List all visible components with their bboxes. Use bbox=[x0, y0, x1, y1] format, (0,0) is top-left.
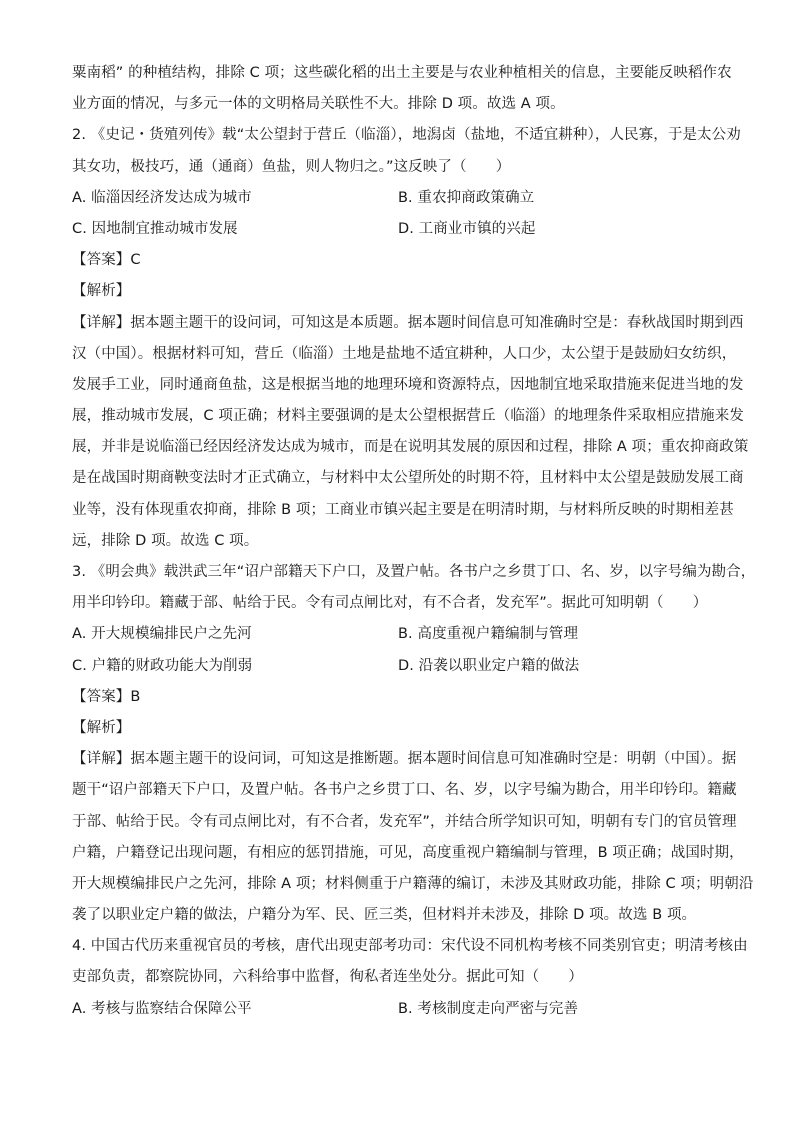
detail-line: 展，推动城市发展，C 项正确；材料主要强调的是太公望根据营丘（临淄）的地理条件采取相应措施来发 bbox=[72, 408, 744, 425]
analysis-label: 【解析】 bbox=[72, 719, 131, 736]
detail-line: 远，排除 D 项。故选 C 项。 bbox=[72, 532, 259, 549]
option-a: A. 考核与监察结合保障公平 bbox=[72, 1000, 252, 1017]
answer-label: 【答案】C bbox=[72, 252, 141, 269]
question-stem-line: 2. 《史记・货殖列传》载“太公望封于营丘（临淄），地潟卤（盐地，不适宜耕种），人民寡，于是太公劝 bbox=[72, 127, 741, 144]
question-2 bbox=[72, 120, 749, 557]
option-d: D. 工商业市镇的兴起 bbox=[398, 220, 536, 237]
options-row bbox=[72, 214, 732, 245]
options-row bbox=[72, 183, 732, 214]
option-c: C. 因地制宜推动城市发展 bbox=[72, 220, 238, 237]
question-stem-line: 4. 中国古代历来重视官员的考核，唐代出现吏部考功司：宋代设不同机构考核不同类别官吏；明清考核由 bbox=[72, 938, 748, 955]
detail-line: 袭了以职业定户籍的做法，户籍分为军、民、匠三类，但材料并未涉及，排除 D 项。故选 B 项。 bbox=[72, 907, 697, 924]
option-b: B. 考核制度走向严密与完善 bbox=[398, 1000, 579, 1017]
text-line: 业方面的情况，与多元一体的文明格局关联性不大。排除 D 项。故选 A 项。 bbox=[72, 96, 565, 113]
detail-line: 开大规模编排民户之先河，排除 A 项；材料侧重于户籍薄的编订，未涉及其财政功能，排除 C 项；明朝沿 bbox=[72, 875, 754, 892]
question-4 bbox=[72, 931, 748, 1025]
option-d: D. 沿袭以职业定户籍的做法 bbox=[398, 657, 580, 674]
detail-line: 【详解】据本题主题干的设问词，可知这是推断题。据本题时间信息可知准确时空是：明朝（中国）。据 bbox=[72, 751, 737, 768]
previous-analysis-continuation bbox=[72, 58, 732, 120]
options-row bbox=[72, 619, 732, 650]
detail-line: 展，并非是说临淄已经因经济发达成为城市，而是在说明其发展的原因和过程，排除 A 项；重农抑商政策 bbox=[72, 439, 749, 456]
exam-page bbox=[72, 58, 756, 1025]
detail-line: 是在战国时期商鞅变法时才正式确立，与材料中太公望所处的时期不符，且材料中太公望是鼓励发展工商 bbox=[72, 470, 744, 487]
question-stem-line: 用半印钤印。籍藏于部、帖给于民。令有司点闸比对，有不合者，发充军”。据此可知明朝（ ） bbox=[72, 595, 708, 612]
detail-line: 发展手工业，同时通商鱼盐，这是根据当地的地理环境和资源特点，因地制宜地采取措施来促进当地的发 bbox=[72, 376, 744, 393]
detail-line: 于部、帖给于民。令有司点闸比对，有不合者，发充军”，并结合所学知识可知，明朝有专门的官员管理 bbox=[72, 813, 737, 830]
options-row bbox=[72, 651, 732, 682]
detail-line: 汉（中国）。根据材料可知，营丘（临淄）土地是盐地不适宜耕种，人口少，太公望于是鼓励妇女纺织， bbox=[72, 345, 737, 362]
question-stem-line: 其女功，极技巧，通（通商）鱼盐，则人物归之。”这反映了（ ） bbox=[72, 158, 511, 175]
option-b: B. 高度重视户籍编制与管理 bbox=[398, 626, 579, 643]
question-3 bbox=[72, 557, 756, 931]
option-c: C. 户籍的财政功能大为削弱 bbox=[72, 657, 253, 674]
question-stem-line: 吏部负责，都察院协同，六科给事中监督，徇私者连坐处分。据此可知（ ） bbox=[72, 969, 583, 986]
detail-line: 户籍，户籍登记出现问题，有相应的惩罚措施，可见，高度重视户籍编制与管理，B 项正确；战国时期， bbox=[72, 844, 744, 861]
option-a: A. 开大规模编排民户之先河 bbox=[72, 626, 252, 643]
text-line: 粟南稻” 的种植结构，排除 C 项；这些碳化稻的出土主要是与农业种植相关的信息，主要能反映稻作农 bbox=[72, 65, 732, 81]
options-row bbox=[72, 994, 732, 1025]
analysis-label: 【解析】 bbox=[72, 283, 131, 300]
detail-line: 【详解】据本题主题干的设问词，可知这是本质题。据本题时间信息可知准确时空是：春秋战国时期到西 bbox=[72, 314, 744, 331]
option-b: B. 重农抑商政策确立 bbox=[398, 189, 535, 206]
answer-label: 【答案】B bbox=[72, 688, 141, 705]
detail-line: 题干“诏户部籍天下户口，及置户帖。各书户之乡贯丁口、名、岁，以字号编为勘合，用半印钤印。籍藏 bbox=[72, 782, 737, 799]
option-a: A. 临淄因经济发达成为城市 bbox=[72, 189, 252, 206]
question-stem-line: 3. 《明会典》载洪武三年“诏户部籍天下户口，及置户帖。各书户之乡贯丁口、名、岁，以字号编为勘合， bbox=[72, 564, 756, 580]
detail-line: 业等，没有体现重农抑商，排除 B 项；工商业市镇兴起主要是在明清时期，与材料所反映的时期相差甚 bbox=[72, 501, 734, 518]
